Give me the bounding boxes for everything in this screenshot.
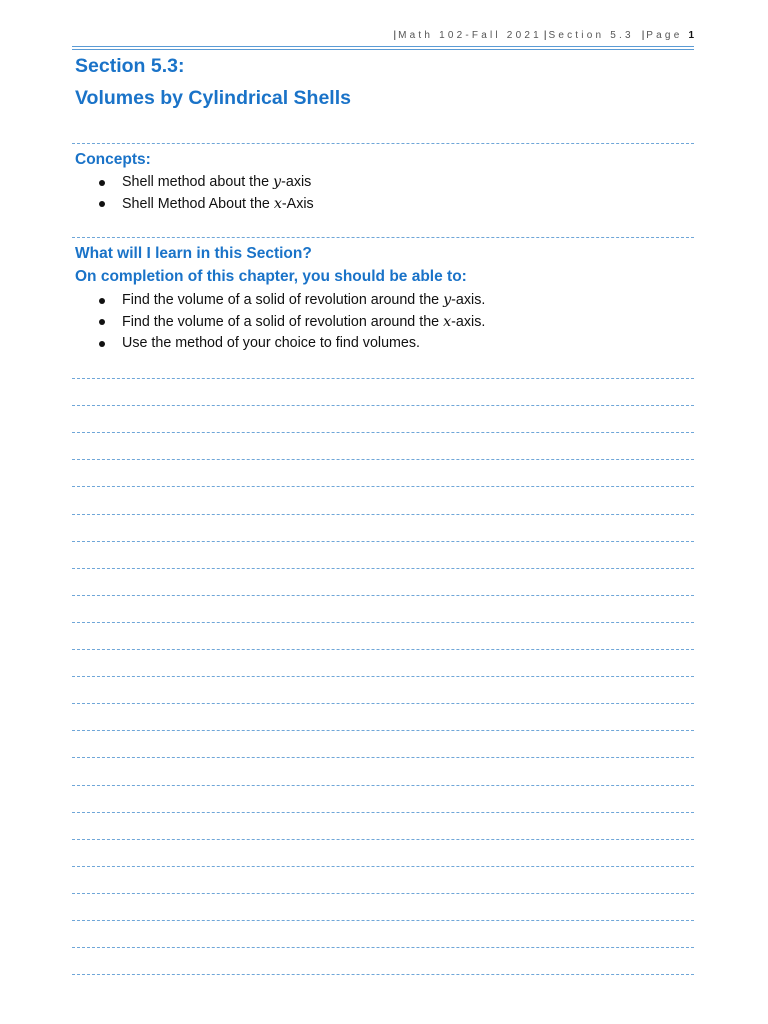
concepts-heading: Concepts: — [75, 151, 151, 168]
header-rule-secondary — [72, 49, 694, 50]
note-line — [72, 405, 694, 406]
note-line — [72, 649, 694, 650]
list-item: Shell method about the y-axis — [99, 172, 314, 194]
header-separator: | — [393, 30, 397, 41]
header-separator: | — [543, 30, 547, 41]
note-line — [72, 568, 694, 569]
note-line — [72, 947, 694, 948]
header-separator: | — [641, 30, 645, 41]
bullet-icon — [99, 319, 105, 325]
note-line — [72, 595, 694, 596]
note-line — [72, 866, 694, 867]
note-line — [72, 378, 694, 379]
concepts-list — [99, 172, 314, 215]
header-page-label: Page — [646, 30, 683, 41]
list-item: Use the method of your choice to find volumes. — [99, 333, 485, 355]
learn-heading: What will I learn in this Section? — [75, 245, 312, 262]
note-line — [72, 730, 694, 731]
note-line — [72, 541, 694, 542]
list-item: Shell Method About the x-Axis — [99, 194, 314, 216]
note-line — [72, 703, 694, 704]
learn-subheading: On completion of this chapter, you should be able to: — [75, 268, 467, 285]
note-line — [72, 432, 694, 433]
bullet-icon — [99, 298, 105, 304]
list-item: Find the volume of a solid of revolution around the y-axis. — [99, 290, 485, 312]
note-line — [72, 459, 694, 460]
header-page-number: 1 — [688, 30, 694, 41]
note-line — [72, 514, 694, 515]
note-line — [72, 622, 694, 623]
header-course: Math 102-Fall 2021 — [398, 30, 542, 41]
header-rule — [72, 46, 694, 47]
list-item: Find the volume of a solid of revolution around the x-axis. — [99, 312, 485, 334]
bullet-icon — [99, 201, 105, 207]
note-line — [72, 812, 694, 813]
note-line — [72, 757, 694, 758]
note-line — [72, 785, 694, 786]
note-line — [72, 893, 694, 894]
divider — [72, 237, 694, 238]
section-title: Section 5.3: — [75, 55, 185, 77]
running-header — [72, 30, 694, 41]
note-line — [72, 920, 694, 921]
divider — [72, 143, 694, 144]
note-line — [72, 676, 694, 677]
objectives-list — [99, 290, 485, 355]
bullet-icon — [99, 341, 105, 347]
note-line — [72, 974, 694, 975]
bullet-icon — [99, 180, 105, 186]
note-line — [72, 486, 694, 487]
header-section: Section 5.3 — [548, 30, 634, 41]
section-subtitle: Volumes by Cylindrical Shells — [75, 87, 351, 109]
note-line — [72, 839, 694, 840]
